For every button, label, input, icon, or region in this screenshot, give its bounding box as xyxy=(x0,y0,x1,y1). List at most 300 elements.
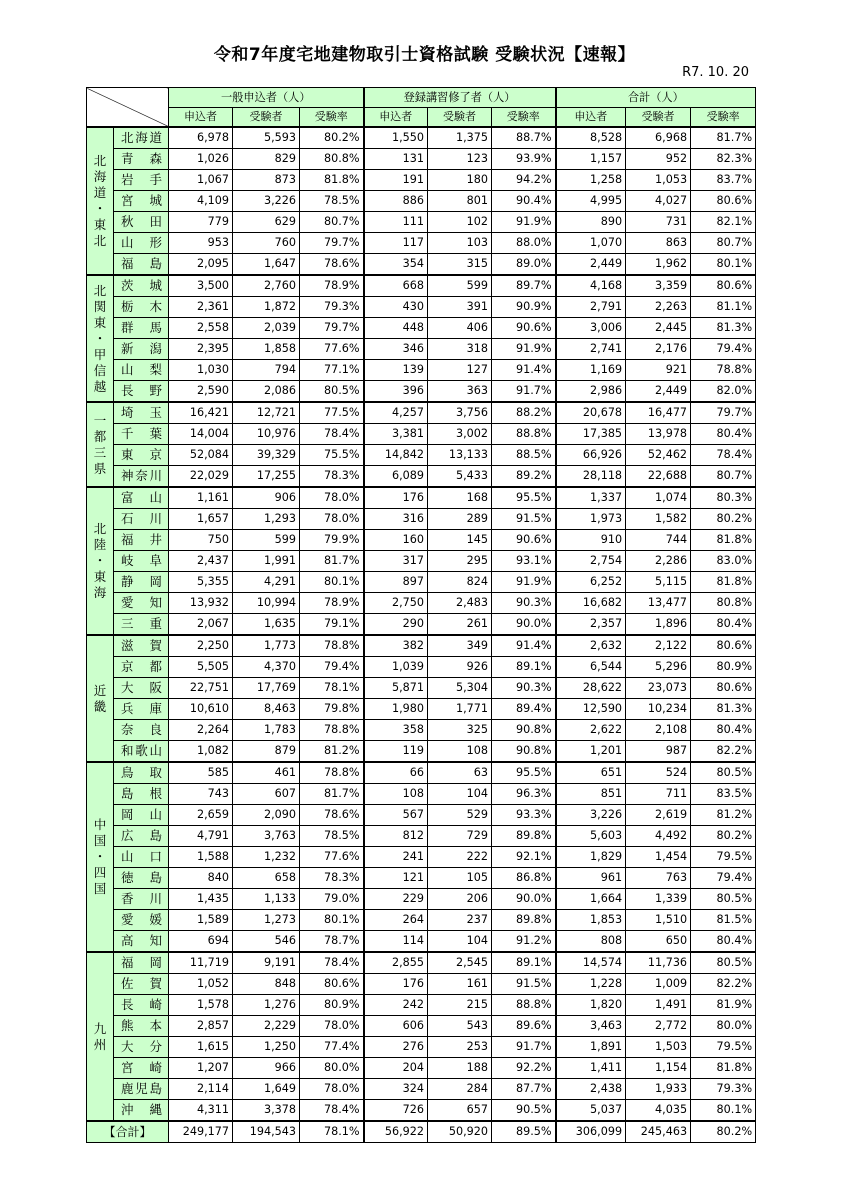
cell-total-examinees: 2,122 xyxy=(626,635,691,657)
cell-course-applicants: 111 xyxy=(364,212,428,233)
cell-general-applicants: 694 xyxy=(169,931,233,953)
cell-course-rate: 90.8% xyxy=(492,741,556,763)
cell-course-examinees: 145 xyxy=(428,530,492,551)
cell-course-rate: 89.6% xyxy=(492,1016,556,1037)
cell-general-rate: 78.5% xyxy=(300,826,364,847)
group-header-general: 一般申込者（人） xyxy=(169,88,364,108)
cell-course-applicants: 2,855 xyxy=(364,952,428,974)
cell-total-rate: 80.5% xyxy=(691,762,756,784)
cell-course-applicants: 726 xyxy=(364,1100,428,1122)
cell-general-examinees: 2,086 xyxy=(233,381,300,403)
cell-course-examinees: 318 xyxy=(428,339,492,360)
cell-total-examinees: 744 xyxy=(626,530,691,551)
cell-total-rate: 81.2% xyxy=(691,805,756,826)
cell-general-rate: 78.9% xyxy=(300,275,364,297)
cell-course-examinees: 5,304 xyxy=(428,678,492,699)
cell-course-examinees: 63 xyxy=(428,762,492,784)
cell-general-applicants: 1,578 xyxy=(169,995,233,1016)
cell-general-rate: 79.0% xyxy=(300,889,364,910)
cell-general-rate: 77.6% xyxy=(300,339,364,360)
cell-total-examinees: 2,772 xyxy=(626,1016,691,1037)
table-row xyxy=(87,889,756,910)
prefecture-name: 栃木 xyxy=(114,297,169,318)
cell-total-applicants: 6,252 xyxy=(556,572,626,593)
cell-general-applicants: 1,207 xyxy=(169,1058,233,1079)
cell-total-examinees: 2,108 xyxy=(626,720,691,741)
cell-total-rate: 82.2% xyxy=(691,741,756,763)
cell-general-applicants: 1,615 xyxy=(169,1037,233,1058)
cell-general-examinees: 1,647 xyxy=(233,254,300,276)
cell-general-applicants: 14,004 xyxy=(169,424,233,445)
table-row xyxy=(87,868,756,889)
cell-course-applicants: 290 xyxy=(364,614,428,636)
table-row xyxy=(87,762,756,784)
cell-total-examinees: 1,582 xyxy=(626,509,691,530)
table-row xyxy=(87,1079,756,1100)
cell-general-rate: 77.4% xyxy=(300,1037,364,1058)
cell-total-examinees: 22,688 xyxy=(626,466,691,488)
cell-course-applicants: 3,381 xyxy=(364,424,428,445)
cell-general-rate: 79.8% xyxy=(300,699,364,720)
col-header-rate: 受験率 xyxy=(300,108,364,128)
prefecture-name: 徳島 xyxy=(114,868,169,889)
page-title: 令和7年度宅地建物取引士資格試験 受験状況【速報】 xyxy=(213,45,636,65)
table-row xyxy=(87,614,756,636)
cell-general-rate: 80.1% xyxy=(300,572,364,593)
prefecture-name: 秋田 xyxy=(114,212,169,233)
cell-course-examinees: 315 xyxy=(428,254,492,276)
cell-course-rate: 89.1% xyxy=(492,657,556,678)
cell-total-examinees: 1,053 xyxy=(626,170,691,191)
cell-course-examinees: 349 xyxy=(428,635,492,657)
table-row xyxy=(87,381,756,403)
cell-course-examinees: 161 xyxy=(428,974,492,995)
table-row xyxy=(87,297,756,318)
cell-total-rate: 80.5% xyxy=(691,889,756,910)
cell-general-rate: 78.4% xyxy=(300,1100,364,1122)
cell-course-rate: 89.8% xyxy=(492,826,556,847)
cell-total-rate: 78.4% xyxy=(691,445,756,466)
cell-total-applicants: 4,168 xyxy=(556,275,626,297)
cell-course-applicants: 886 xyxy=(364,191,428,212)
exam-status-table xyxy=(86,87,756,1143)
cell-course-rate: 88.0% xyxy=(492,233,556,254)
cell-course-examinees: 824 xyxy=(428,572,492,593)
cell-course-rate: 95.5% xyxy=(492,762,556,784)
cell-general-rate: 79.3% xyxy=(300,297,364,318)
cell-general-rate: 79.7% xyxy=(300,318,364,339)
prefecture-name: 三重 xyxy=(114,614,169,636)
cell-course-rate: 88.2% xyxy=(492,402,556,424)
cell-course-examinees: 729 xyxy=(428,826,492,847)
total-total-rate: 80.2% xyxy=(691,1121,756,1143)
region-label: 北 陸 ・ 東 海 xyxy=(87,487,114,635)
cell-general-examinees: 1,858 xyxy=(233,339,300,360)
cell-course-applicants: 121 xyxy=(364,868,428,889)
cell-general-applicants: 2,395 xyxy=(169,339,233,360)
col-header-applicants: 申込者 xyxy=(556,108,626,128)
cell-total-rate: 81.1% xyxy=(691,297,756,318)
cell-total-examinees: 11,736 xyxy=(626,952,691,974)
cell-general-examinees: 461 xyxy=(233,762,300,784)
cell-general-applicants: 743 xyxy=(169,784,233,805)
cell-course-rate: 89.7% xyxy=(492,275,556,297)
cell-general-examinees: 3,378 xyxy=(233,1100,300,1122)
cell-total-applicants: 910 xyxy=(556,530,626,551)
cell-general-rate: 78.8% xyxy=(300,635,364,657)
cell-total-examinees: 1,074 xyxy=(626,487,691,509)
cell-total-applicants: 1,228 xyxy=(556,974,626,995)
cell-total-examinees: 1,896 xyxy=(626,614,691,636)
cell-general-applicants: 1,067 xyxy=(169,170,233,191)
cell-course-examinees: 108 xyxy=(428,741,492,763)
cell-course-examinees: 13,133 xyxy=(428,445,492,466)
cell-course-rate: 86.8% xyxy=(492,868,556,889)
cell-course-applicants: 264 xyxy=(364,910,428,931)
region-label: 北 海 道 ・ 東 北 xyxy=(87,127,114,275)
table-row xyxy=(87,191,756,212)
cell-general-rate: 78.1% xyxy=(300,678,364,699)
cell-general-rate: 81.2% xyxy=(300,741,364,763)
cell-total-rate: 81.8% xyxy=(691,572,756,593)
col-header-rate: 受験率 xyxy=(492,108,556,128)
total-course-applicants: 56,922 xyxy=(364,1121,428,1143)
cell-total-applicants: 1,169 xyxy=(556,360,626,381)
cell-total-examinees: 1,154 xyxy=(626,1058,691,1079)
cell-general-examinees: 2,039 xyxy=(233,318,300,339)
cell-general-rate: 78.3% xyxy=(300,868,364,889)
cell-total-rate: 80.2% xyxy=(691,826,756,847)
cell-course-rate: 91.9% xyxy=(492,339,556,360)
cell-total-examinees: 16,477 xyxy=(626,402,691,424)
cell-total-rate: 83.0% xyxy=(691,551,756,572)
cell-course-examinees: 2,545 xyxy=(428,952,492,974)
cell-total-applicants: 16,682 xyxy=(556,593,626,614)
cell-general-examinees: 966 xyxy=(233,1058,300,1079)
cell-course-rate: 90.9% xyxy=(492,297,556,318)
cell-course-rate: 90.8% xyxy=(492,720,556,741)
cell-total-examinees: 52,462 xyxy=(626,445,691,466)
prefecture-name: 大阪 xyxy=(114,678,169,699)
cell-course-rate: 88.7% xyxy=(492,127,556,149)
table-row xyxy=(87,530,756,551)
cell-general-rate: 80.5% xyxy=(300,381,364,403)
cell-total-applicants: 1,829 xyxy=(556,847,626,868)
cell-course-examinees: 3,756 xyxy=(428,402,492,424)
cell-general-applicants: 2,558 xyxy=(169,318,233,339)
region-label: 中 国 ・ 四 国 xyxy=(87,762,114,952)
cell-course-examinees: 391 xyxy=(428,297,492,318)
cell-general-applicants: 22,751 xyxy=(169,678,233,699)
cell-total-applicants: 6,544 xyxy=(556,657,626,678)
report-date: R7. 10. 20 xyxy=(682,65,749,80)
cell-general-rate: 77.1% xyxy=(300,360,364,381)
cell-general-rate: 80.0% xyxy=(300,1058,364,1079)
cell-general-examinees: 658 xyxy=(233,868,300,889)
cell-course-examinees: 801 xyxy=(428,191,492,212)
cell-total-examinees: 711 xyxy=(626,784,691,805)
cell-course-examinees: 222 xyxy=(428,847,492,868)
table-row xyxy=(87,1058,756,1079)
cell-total-rate: 79.5% xyxy=(691,847,756,868)
cell-total-applicants: 2,449 xyxy=(556,254,626,276)
cell-general-examinees: 873 xyxy=(233,170,300,191)
col-header-examinees: 受験者 xyxy=(626,108,691,128)
cell-course-examinees: 295 xyxy=(428,551,492,572)
cell-course-examinees: 5,433 xyxy=(428,466,492,488)
cell-course-examinees: 127 xyxy=(428,360,492,381)
total-label: 【合計】 xyxy=(87,1121,169,1143)
cell-general-applicants: 1,052 xyxy=(169,974,233,995)
table-row xyxy=(87,1037,756,1058)
cell-total-applicants: 1,973 xyxy=(556,509,626,530)
cell-total-applicants: 2,791 xyxy=(556,297,626,318)
cell-general-rate: 79.7% xyxy=(300,233,364,254)
cell-general-applicants: 4,311 xyxy=(169,1100,233,1122)
cell-general-rate: 81.8% xyxy=(300,170,364,191)
cell-total-rate: 80.4% xyxy=(691,720,756,741)
table-row xyxy=(87,233,756,254)
cell-total-applicants: 1,070 xyxy=(556,233,626,254)
cell-total-rate: 80.7% xyxy=(691,233,756,254)
table-row xyxy=(87,275,756,297)
cell-general-rate: 78.0% xyxy=(300,1016,364,1037)
cell-general-examinees: 10,994 xyxy=(233,593,300,614)
table-row xyxy=(87,1016,756,1037)
cell-total-applicants: 17,385 xyxy=(556,424,626,445)
cell-course-rate: 88.8% xyxy=(492,424,556,445)
cell-total-examinees: 863 xyxy=(626,233,691,254)
cell-general-examinees: 17,255 xyxy=(233,466,300,488)
prefecture-name: 茨城 xyxy=(114,275,169,297)
cell-total-applicants: 851 xyxy=(556,784,626,805)
prefecture-name: 福島 xyxy=(114,254,169,276)
cell-general-applicants: 3,500 xyxy=(169,275,233,297)
cell-total-examinees: 1,009 xyxy=(626,974,691,995)
prefecture-name: 愛媛 xyxy=(114,910,169,931)
cell-general-examinees: 2,229 xyxy=(233,1016,300,1037)
prefecture-name: 沖縄 xyxy=(114,1100,169,1122)
cell-total-applicants: 1,337 xyxy=(556,487,626,509)
cell-course-applicants: 1,980 xyxy=(364,699,428,720)
cell-general-examinees: 906 xyxy=(233,487,300,509)
table-row xyxy=(87,466,756,488)
prefecture-name: 青森 xyxy=(114,149,169,170)
cell-course-rate: 89.2% xyxy=(492,466,556,488)
prefecture-name: 岩手 xyxy=(114,170,169,191)
cell-total-applicants: 2,986 xyxy=(556,381,626,403)
table-row xyxy=(87,551,756,572)
cell-course-rate: 95.5% xyxy=(492,487,556,509)
table-row xyxy=(87,995,756,1016)
cell-course-applicants: 897 xyxy=(364,572,428,593)
cell-general-applicants: 953 xyxy=(169,233,233,254)
cell-course-applicants: 66 xyxy=(364,762,428,784)
cell-course-examinees: 180 xyxy=(428,170,492,191)
cell-total-rate: 83.5% xyxy=(691,784,756,805)
cell-course-applicants: 354 xyxy=(364,254,428,276)
cell-general-examinees: 39,329 xyxy=(233,445,300,466)
cell-total-applicants: 28,622 xyxy=(556,678,626,699)
cell-total-rate: 81.5% xyxy=(691,910,756,931)
cell-course-rate: 90.0% xyxy=(492,614,556,636)
cell-total-applicants: 1,157 xyxy=(556,149,626,170)
cell-general-applicants: 4,791 xyxy=(169,826,233,847)
cell-total-rate: 80.8% xyxy=(691,593,756,614)
cell-course-applicants: 131 xyxy=(364,149,428,170)
cell-course-applicants: 5,871 xyxy=(364,678,428,699)
table-row xyxy=(87,699,756,720)
header-row-columns xyxy=(87,108,756,128)
cell-total-rate: 80.3% xyxy=(691,487,756,509)
cell-general-applicants: 2,067 xyxy=(169,614,233,636)
cell-total-examinees: 987 xyxy=(626,741,691,763)
cell-course-rate: 92.2% xyxy=(492,1058,556,1079)
cell-general-applicants: 16,421 xyxy=(169,402,233,424)
cell-general-applicants: 2,095 xyxy=(169,254,233,276)
prefecture-name: 熊本 xyxy=(114,1016,169,1037)
prefecture-name: 静岡 xyxy=(114,572,169,593)
prefecture-name: 山梨 xyxy=(114,360,169,381)
cell-general-examinees: 1,783 xyxy=(233,720,300,741)
cell-general-examinees: 5,593 xyxy=(233,127,300,149)
cell-course-applicants: 176 xyxy=(364,974,428,995)
table-row xyxy=(87,826,756,847)
cell-general-rate: 80.6% xyxy=(300,974,364,995)
cell-general-rate: 78.4% xyxy=(300,952,364,974)
cell-total-applicants: 3,006 xyxy=(556,318,626,339)
cell-course-applicants: 119 xyxy=(364,741,428,763)
cell-course-examinees: 284 xyxy=(428,1079,492,1100)
cell-total-applicants: 66,926 xyxy=(556,445,626,466)
table-row xyxy=(87,339,756,360)
cell-total-applicants: 1,820 xyxy=(556,995,626,1016)
cell-general-applicants: 4,109 xyxy=(169,191,233,212)
cell-total-applicants: 2,622 xyxy=(556,720,626,741)
cell-general-applicants: 1,588 xyxy=(169,847,233,868)
cell-course-rate: 91.5% xyxy=(492,974,556,995)
cell-course-rate: 94.2% xyxy=(492,170,556,191)
cell-course-examinees: 1,375 xyxy=(428,127,492,149)
cell-course-applicants: 430 xyxy=(364,297,428,318)
cell-general-examinees: 1,276 xyxy=(233,995,300,1016)
cell-total-rate: 80.4% xyxy=(691,614,756,636)
cell-total-rate: 80.6% xyxy=(691,191,756,212)
cell-total-applicants: 1,201 xyxy=(556,741,626,763)
table-row xyxy=(87,805,756,826)
cell-course-rate: 93.3% xyxy=(492,805,556,826)
cell-general-examinees: 599 xyxy=(233,530,300,551)
cell-general-applicants: 750 xyxy=(169,530,233,551)
cell-general-rate: 80.2% xyxy=(300,127,364,149)
cell-course-applicants: 276 xyxy=(364,1037,428,1058)
prefecture-name: 石川 xyxy=(114,509,169,530)
table-row xyxy=(87,741,756,763)
table-row xyxy=(87,910,756,931)
cell-general-applicants: 779 xyxy=(169,212,233,233)
cell-general-rate: 78.5% xyxy=(300,191,364,212)
cell-general-rate: 78.0% xyxy=(300,1079,364,1100)
cell-general-examinees: 1,773 xyxy=(233,635,300,657)
cell-course-applicants: 382 xyxy=(364,635,428,657)
cell-general-applicants: 1,435 xyxy=(169,889,233,910)
cell-general-examinees: 1,232 xyxy=(233,847,300,868)
table-row xyxy=(87,360,756,381)
cell-general-rate: 79.9% xyxy=(300,530,364,551)
cell-total-applicants: 5,037 xyxy=(556,1100,626,1122)
cell-general-rate: 79.4% xyxy=(300,657,364,678)
cell-course-applicants: 1,039 xyxy=(364,657,428,678)
cell-course-applicants: 668 xyxy=(364,275,428,297)
cell-general-examinees: 9,191 xyxy=(233,952,300,974)
cell-general-applicants: 840 xyxy=(169,868,233,889)
cell-general-applicants: 10,610 xyxy=(169,699,233,720)
cell-total-rate: 80.1% xyxy=(691,1100,756,1122)
cell-total-examinees: 13,477 xyxy=(626,593,691,614)
cell-total-applicants: 2,632 xyxy=(556,635,626,657)
cell-course-rate: 89.8% xyxy=(492,910,556,931)
cell-general-applicants: 22,029 xyxy=(169,466,233,488)
col-header-rate: 受験率 xyxy=(691,108,756,128)
cell-general-examinees: 760 xyxy=(233,233,300,254)
cell-general-examinees: 607 xyxy=(233,784,300,805)
cell-course-rate: 93.9% xyxy=(492,149,556,170)
cell-total-rate: 80.7% xyxy=(691,466,756,488)
cell-course-applicants: 2,750 xyxy=(364,593,428,614)
prefecture-name: 山口 xyxy=(114,847,169,868)
cell-total-examinees: 23,073 xyxy=(626,678,691,699)
prefecture-name: 島根 xyxy=(114,784,169,805)
cell-total-examinees: 1,510 xyxy=(626,910,691,931)
cell-course-examinees: 657 xyxy=(428,1100,492,1122)
table-row xyxy=(87,974,756,995)
group-header-course: 登録講習修了者（人） xyxy=(364,88,556,108)
cell-total-examinees: 731 xyxy=(626,212,691,233)
cell-course-examinees: 102 xyxy=(428,212,492,233)
cell-general-applicants: 585 xyxy=(169,762,233,784)
cell-general-examinees: 1,273 xyxy=(233,910,300,931)
col-header-applicants: 申込者 xyxy=(169,108,233,128)
cell-total-rate: 78.8% xyxy=(691,360,756,381)
cell-general-applicants: 6,978 xyxy=(169,127,233,149)
cell-general-examinees: 2,090 xyxy=(233,805,300,826)
cell-course-applicants: 4,257 xyxy=(364,402,428,424)
cell-total-rate: 82.1% xyxy=(691,212,756,233)
cell-general-examinees: 3,226 xyxy=(233,191,300,212)
cell-total-rate: 82.0% xyxy=(691,381,756,403)
col-header-examinees: 受験者 xyxy=(233,108,300,128)
cell-course-examinees: 103 xyxy=(428,233,492,254)
table-row xyxy=(87,847,756,868)
cell-general-examinees: 546 xyxy=(233,931,300,953)
cell-course-rate: 91.4% xyxy=(492,635,556,657)
table-row xyxy=(87,720,756,741)
cell-total-applicants: 1,411 xyxy=(556,1058,626,1079)
cell-general-examinees: 848 xyxy=(233,974,300,995)
table-row xyxy=(87,424,756,445)
cell-total-rate: 80.4% xyxy=(691,931,756,953)
cell-total-rate: 79.4% xyxy=(691,868,756,889)
cell-general-rate: 78.4% xyxy=(300,424,364,445)
prefecture-name: 宮城 xyxy=(114,191,169,212)
cell-course-applicants: 139 xyxy=(364,360,428,381)
cell-course-rate: 91.7% xyxy=(492,1037,556,1058)
cell-general-rate: 78.6% xyxy=(300,805,364,826)
cell-total-examinees: 952 xyxy=(626,149,691,170)
prefecture-name: 福岡 xyxy=(114,952,169,974)
cell-general-rate: 78.8% xyxy=(300,762,364,784)
cell-general-rate: 78.8% xyxy=(300,720,364,741)
